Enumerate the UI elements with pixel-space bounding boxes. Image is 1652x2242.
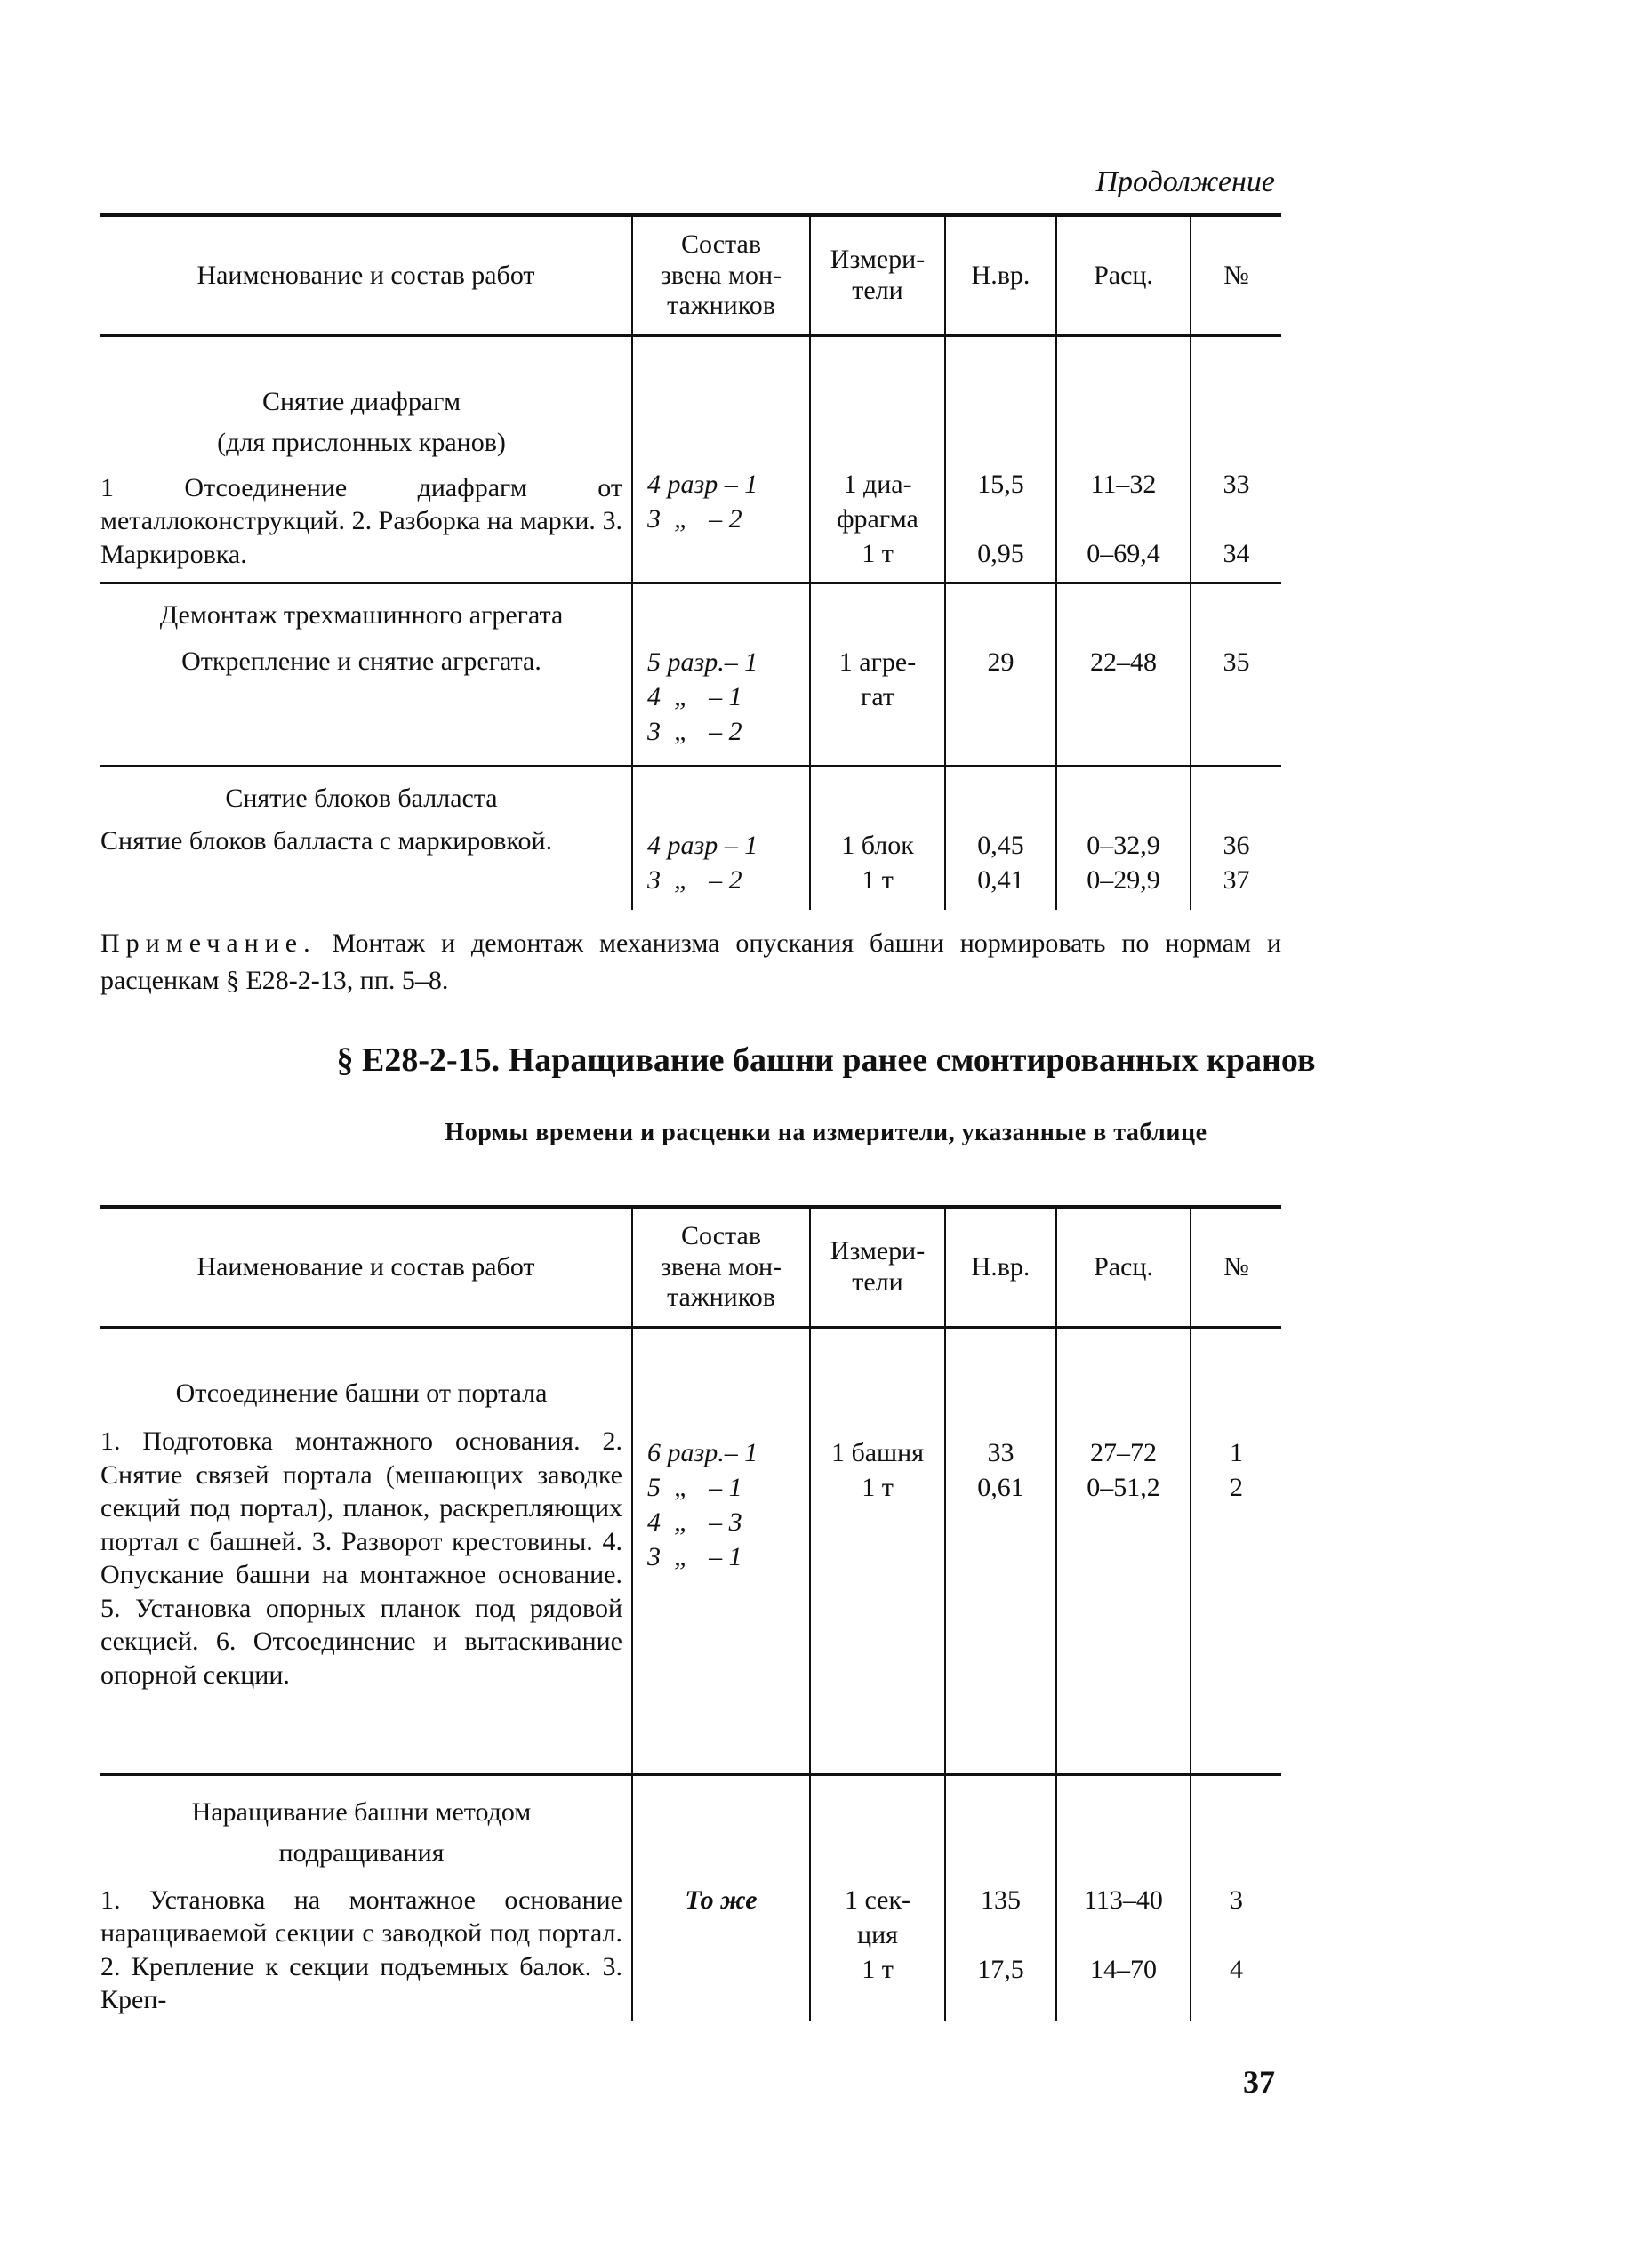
number-cell: 36 37 [1190,767,1281,910]
section-title: Снятие диафрагм (для прислонных кранов) [217,386,506,457]
crew-cell: 4 разр – 1 3 „ – 2 [631,337,809,582]
section-title: Снятие блоков балласта [225,783,498,813]
table-row [100,1776,1281,2021]
rate-cell: 22–48 [1055,584,1190,765]
time-norm-cell: 135 17,5 [944,1776,1055,2021]
header-time-norm: Н.вр. [944,217,1055,334]
header-measure: Измери- тели [809,1209,944,1326]
header-rate: Расц. [1055,1209,1190,1326]
continuation-label: Продолжение [1095,165,1275,198]
measure-cell: 1 сек- ция 1 т [809,1776,944,2021]
table-row [100,337,1281,584]
header-name: Наименование и состав работ [196,1251,535,1282]
table-row [100,767,1281,910]
section-heading: § Е28-2-15. Наращивание башни ранее смонтированных кранов [336,1041,1316,1079]
number-cell: 35 [1190,584,1281,765]
number-cell: 3 4 [1190,1776,1281,2021]
header-number: № [1190,1209,1281,1326]
header-crew: Состав звена мон- тажников [631,217,809,334]
number-cell: 1 2 [1190,1329,1281,1773]
section-description: 1 Отсоединение диафрагм от металлоконструкций. 2. Разборка на марки. 3. Маркировка. [100,472,622,569]
section-title: Демонтаж трехмашинного агрегата [159,599,564,630]
crew-cell: 5 разр.– 1 4 „ – 1 3 „ – 2 [631,584,809,765]
crew-cell: 6 разр.– 1 5 „ – 1 4 „ – 3 3 „ – 1 [631,1329,809,1773]
note-text: Монтаж и демонтаж механизма опускания башни нормировать по нормам и расценкам § Е28-2-13, пп. 5–8. [100,928,1281,995]
header-rate: Расц. [1055,217,1190,334]
table-header [100,1205,1281,1329]
header-number: № [1190,217,1281,334]
crew-cell: То же [631,1776,809,2021]
section-subheading: Нормы времени и расценки на измерители, указанные в таблице [445,1119,1207,1146]
number-cell: 33 34 [1190,337,1281,582]
section-description: 1. Установка на монтажное основание наращиваемой секции с заводкой под портал. 2. Крепление к секции подъемных балок. 3. Креп- [100,1884,622,2014]
section-title: Отсоединение башни от портала [175,1378,548,1408]
rate-cell: 0–32,9 0–29,9 [1055,767,1190,910]
table-note [100,925,1281,1000]
table-row [100,584,1281,767]
section-title: Наращивание башни методом подращивания [191,1796,532,1868]
rate-cell: 113–40 14–70 [1055,1776,1190,2021]
note-label: Примечание. [100,928,317,958]
crew-cell: 4 разр – 1 3 „ – 2 [631,767,809,910]
time-norm-cell: 0,45 0,41 [944,767,1055,910]
measure-cell: 1 агре- гат [809,584,944,765]
rate-cell: 27–72 0–51,2 [1055,1329,1190,1773]
norms-table [100,1205,1281,2021]
time-norm-cell: 15,5 0,95 [944,337,1055,582]
header-crew: Состав звена мон- тажников [631,1209,809,1326]
time-norm-cell: 33 0,61 [944,1329,1055,1773]
header-name: Наименование и состав работ [196,260,535,290]
section-description: 1. Подготовка монтажного основания. 2. Снятие связей портала (мешающих заводке секций под портал), планок, раскрепляющих портал с башней. 3. Разворот крестовины. 4. Опускание башни на монтажное основание. 5. Установка опорных планок под рядовой секцией. 6. Отсоединение и вытаскивание опорной секции. [100,1426,622,1690]
header-time-norm: Н.вр. [944,1209,1055,1326]
section-description: Снятие блоков балласта с маркировкой. [100,826,553,856]
header-measure: Измери- тели [809,217,944,334]
time-norm-cell: 29 [944,584,1055,765]
table-header [100,213,1281,337]
rate-cell: 11–32 0–69,4 [1055,337,1190,582]
measure-cell: 1 блок 1 т [809,767,944,910]
section-description: Открепление и снятие агрегата. [181,647,541,676]
measure-cell: 1 башня 1 т [809,1329,944,1773]
measure-cell: 1 диа- фрагма 1 т [809,337,944,582]
norms-table-continued [100,213,1281,910]
page-number: 37 [1243,2064,1275,2100]
table-row [100,1329,1281,1776]
